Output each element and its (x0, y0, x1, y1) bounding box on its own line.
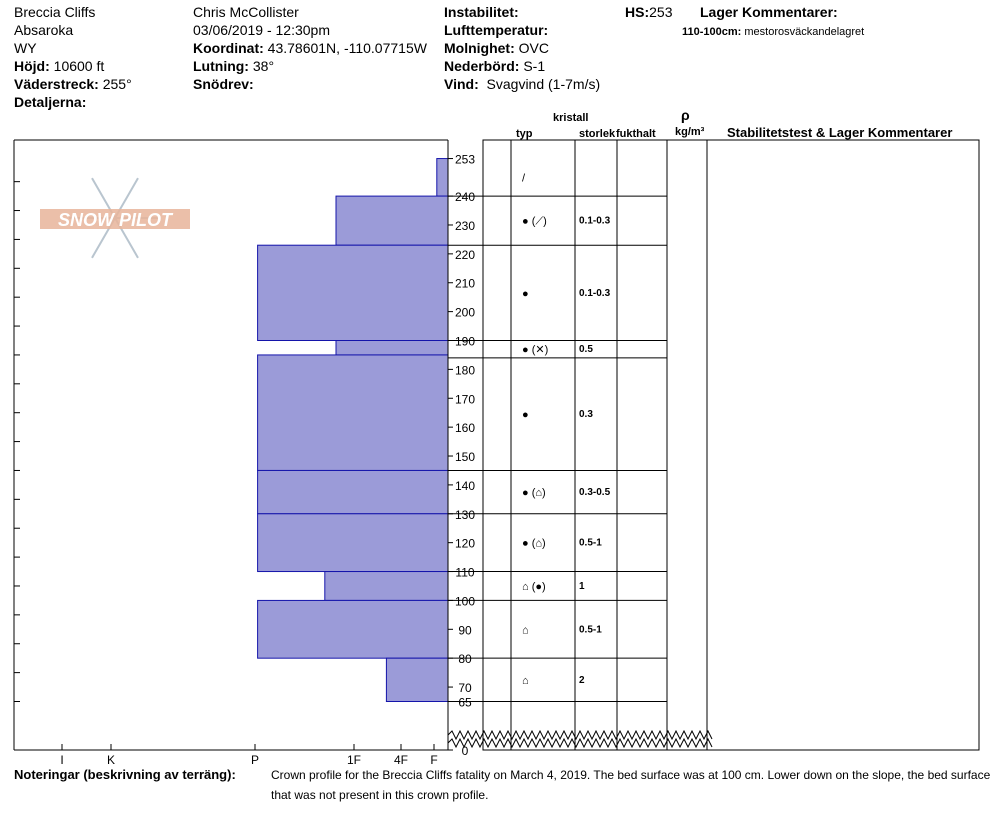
snowpilot-logo (40, 178, 190, 258)
density-header: kg/m³ (675, 126, 705, 138)
hs-label: HS: (625, 4, 650, 20)
type-header: typ (516, 128, 533, 140)
depth-label: 150 (454, 450, 476, 465)
depth-label: 80 (458, 652, 472, 667)
details-label: Detaljerna: (14, 94, 87, 110)
hardness-label: K (106, 753, 116, 767)
notes-line-1: Crown profile for the Breccia Cliffs fatality on March 4, 2019. The bed surface was at 100 cm. Lower down on the slope, the bed surface (271, 768, 991, 782)
depth-label: 65 (458, 695, 472, 710)
slope-label: Lutning: (193, 58, 249, 74)
grain-type: ● (522, 409, 529, 422)
grain-type: ● (⌂) (522, 487, 546, 500)
hardness-bar (258, 600, 448, 658)
grain-size: 0.1-0.3 (579, 215, 611, 227)
depth-label: 130 (454, 507, 476, 522)
depth-label: 170 (454, 392, 476, 407)
size-header: storlek (579, 128, 616, 140)
grain-type: ● (522, 287, 529, 300)
slope-value: 38° (252, 58, 275, 74)
grain-size: 0.5-1 (579, 537, 602, 549)
hardness-bar (258, 514, 448, 572)
wind-value: Svagvind (1-7m/s) (486, 76, 601, 92)
grain-size: 0.5-1 (579, 624, 602, 636)
depth-label: 70 (458, 681, 472, 696)
hardness-axis (60, 744, 437, 767)
depth-label: 160 (454, 421, 476, 436)
notes-label: Noteringar (beskrivning av terräng): (14, 767, 236, 782)
aspect-value: 255° (102, 76, 132, 92)
elevation-label: Höjd: (14, 58, 50, 74)
axis-break (448, 731, 712, 739)
grain-type: ⌂ (522, 624, 529, 637)
grain-size: 0.3-0.5 (579, 487, 611, 499)
hardness-label: I (60, 753, 64, 767)
logo-text: SNOW PILOT (58, 210, 172, 230)
grain-type: ⌂ (522, 674, 529, 687)
depth-label: 230 (454, 218, 476, 233)
grain-size: 0.3 (579, 409, 593, 421)
depth-label: 100 (454, 594, 476, 609)
hardness-bar (325, 572, 448, 601)
stability-header: Stabilitetstest & Lager Kommentarer (727, 125, 953, 140)
hardness-bar (336, 341, 448, 355)
notes-line-2: that was not present in this crown profile. (271, 788, 489, 802)
grain-type: ● (✕) (522, 344, 549, 357)
hardness-bar (437, 159, 448, 197)
hardness-label: F (430, 753, 438, 767)
hardness-bar (258, 470, 448, 513)
depth-label: 120 (454, 536, 476, 551)
location-name: Breccia Cliffs (14, 4, 96, 20)
elevation-value: 10600 ft (53, 58, 105, 74)
cloud-label: Molnighet: (444, 40, 515, 56)
depth-label: 90 (458, 623, 472, 638)
depth-label: 0 (461, 744, 469, 758)
drift-label: Snödrev: (193, 76, 254, 92)
depth-label: 180 (454, 363, 476, 378)
hs-value: 253 (649, 4, 673, 20)
hardness-label: 1F (346, 753, 362, 767)
mountain-range: Absaroka (14, 22, 74, 38)
hardness-bar (336, 196, 448, 245)
instability-label: Instabilitet: (444, 4, 519, 20)
wind-label: Vind: (444, 76, 479, 92)
aspect-label: Väderstreck: (14, 76, 99, 92)
layer-comment-text: mestorosväckandelagret (744, 26, 865, 38)
layer-comments-label: Lager Kommentarer: (700, 4, 838, 20)
coord-label: Koordinat: (193, 40, 264, 56)
hardness-bar (386, 658, 448, 701)
crystal-header: kristall (553, 112, 589, 124)
grain-size: 0.1-0.3 (579, 287, 611, 299)
depth-label: 190 (454, 334, 476, 349)
cloud-value: OVC (518, 40, 549, 56)
depth-label: 200 (454, 305, 476, 320)
state: WY (14, 40, 37, 56)
hardness-label: P (250, 753, 260, 767)
depth-label: 220 (454, 247, 476, 262)
grain-type: ● (⌂) (522, 537, 546, 550)
observer: Chris McCollister (193, 4, 299, 20)
moisture-header: fukthalt (616, 128, 656, 140)
hardness-bar (258, 245, 448, 340)
rho-header: ρ (681, 107, 690, 123)
air-temp-label: Lufttemperatur: (444, 22, 549, 38)
grain-type: ● (⟋) (522, 215, 547, 228)
depth-label: 253 (454, 152, 476, 167)
depth-axis (448, 153, 475, 758)
hardness-bars (258, 159, 448, 702)
grain-size: 0.5 (579, 344, 593, 356)
depth-label: 210 (454, 276, 476, 291)
grain-size: 1 (579, 580, 585, 592)
depth-label: 240 (454, 190, 476, 205)
grain-table (448, 172, 712, 747)
grain-size: 2 (579, 674, 585, 686)
precip-label: Nederbörd: (444, 58, 520, 74)
coord-value: 43.78601N, -110.07715W (267, 40, 427, 56)
date-time: 03/06/2019 - 12:30pm (193, 22, 330, 38)
depth-label: 140 (454, 478, 476, 493)
axis-break (448, 739, 712, 747)
depth-label: 110 (455, 565, 475, 580)
hardness-label: 4F (393, 753, 409, 767)
grain-type: / (522, 172, 526, 185)
precip-value: S-1 (523, 58, 546, 74)
layer-comment-range: 110-100cm: (682, 26, 742, 38)
grain-type: ⌂ (●) (522, 580, 546, 593)
hardness-bar (258, 355, 448, 471)
